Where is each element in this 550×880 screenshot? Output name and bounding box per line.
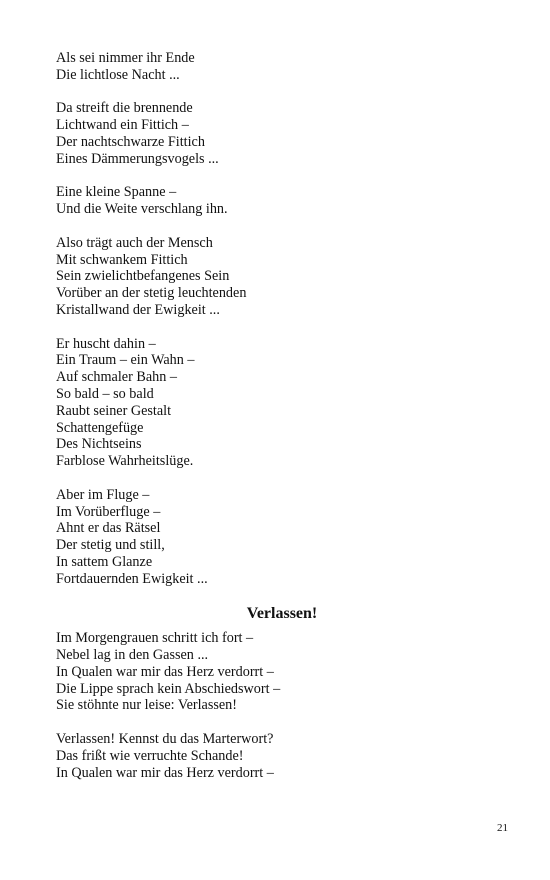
stanza [56,50,516,84]
poem-verlassen [56,630,516,781]
verse-line: Ahnt er das Rätsel [56,520,161,537]
stanza [56,100,516,167]
verse-line: Sein zwielichtbefangenes Sein [56,268,230,285]
verse-line: Im Vorüberfluge – [56,503,161,520]
verse-line: In sattem Glanze [56,553,153,570]
verse-line: Schattengefüge [56,419,144,436]
stanza [56,184,516,218]
verse-line: Verlassen! Kennst du das Marterwort? [56,731,274,748]
verse-line: Aber im Fluge – [56,486,150,503]
verse-line: Das frißt wie verruchte Schande! [56,747,244,764]
stanza [56,235,516,319]
verse-line: Die Lippe sprach kein Abschiedswort – [56,680,281,697]
page-number: 21 [497,822,508,834]
verse-line: Ein Traum – ein Wahn – [56,352,195,369]
verse-line: Da streift die brennende [56,100,193,117]
verse-line: Eine kleine Spanne – [56,184,177,201]
verse-line: In Qualen war mir das Herz verdorrt – [56,764,274,781]
verse-line: Und die Weite verschlang ihn. [56,201,228,218]
poem-title: Verlassen! [246,605,318,623]
poem-continued [56,50,516,588]
verse-line: Raubt seiner Gestalt [56,402,172,419]
verse-line: Fortdauernden Ewigkeit ... [56,570,208,587]
stanza [56,630,516,714]
stanza [56,336,516,470]
verse-line: Lichtwand ein Fittich – [56,117,189,134]
verse-line: Im Morgengrauen schritt ich fort – [56,630,254,647]
verse-line: Als sei nimmer ihr Ende [56,50,195,66]
verse-line: Des Nichtseins [56,436,142,453]
verse-line: Farblose Wahrheitslüge. [56,453,194,470]
stanza [56,731,516,781]
verse-line: Sie stöhnte nur leise: Verlassen! [56,697,237,714]
verse-line: Nebel lag in den Gassen ... [56,647,209,664]
verse-line: Also trägt auch der Mensch [56,234,213,251]
verse-line: Die lichtlose Nacht ... [56,66,180,83]
verse-line: Der nachtschwarze Fittich [56,133,205,150]
verse-line: Mit schwankem Fittich [56,251,188,268]
book-page [56,50,516,798]
verse-line: Vorüber an der stetig leuchtenden [56,285,247,302]
verse-line: Kristallwand der Ewigkeit ... [56,301,220,318]
verse-line: Auf schmaler Bahn – [56,369,177,386]
verse-line: Der stetig und still, [56,537,165,554]
verse-line: Er huscht dahin – [56,335,156,352]
verse-line: In Qualen war mir das Herz verdorrt – [56,663,274,680]
stanza [56,487,516,588]
verse-line: Eines Dämmerungsvogels ... [56,150,219,167]
verse-line: So bald – so bald [56,385,154,402]
